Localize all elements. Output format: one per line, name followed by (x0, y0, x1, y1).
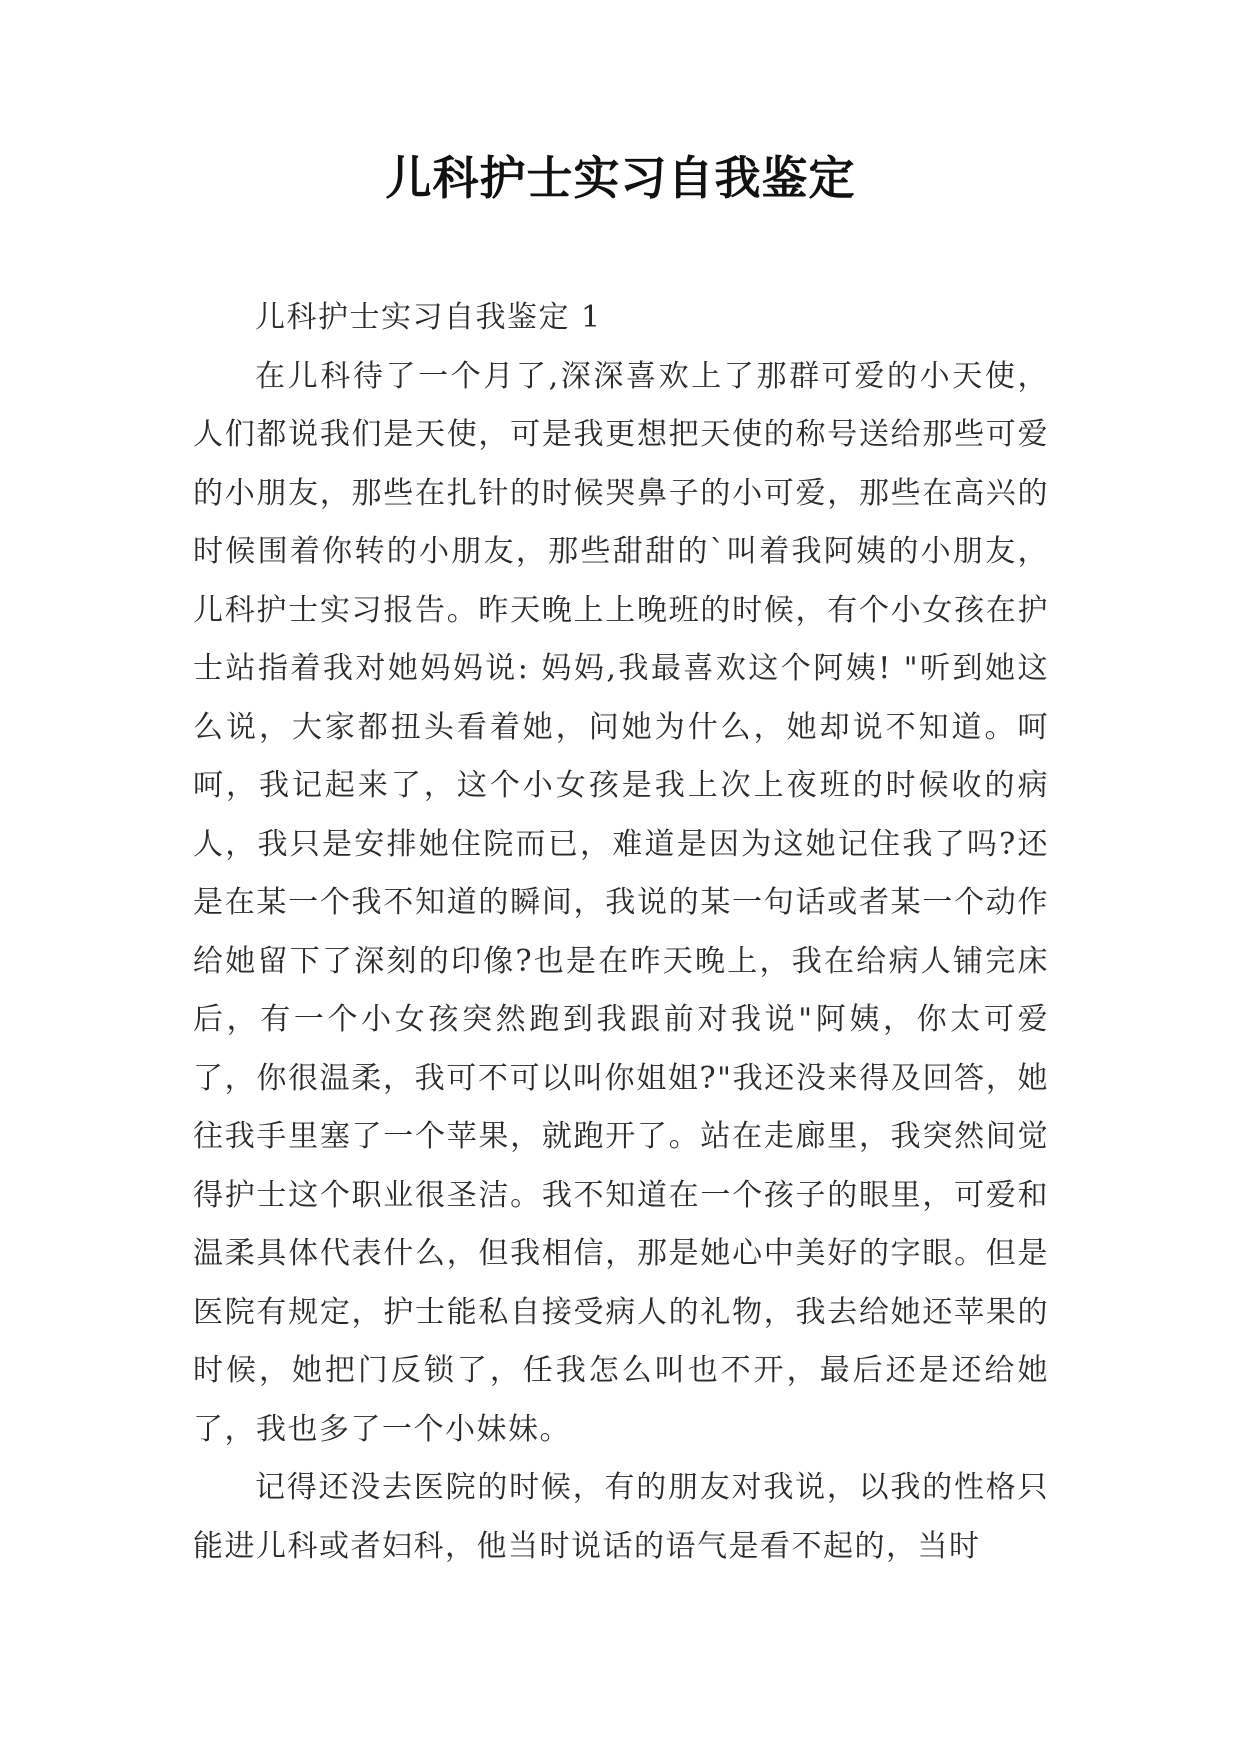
section-heading: 儿科护士实习自我鉴定 1 (255, 300, 602, 335)
document-body (193, 289, 1049, 1576)
paragraph: 记得还没去医院的时候，有的朋友对我说，以我的性格只能进儿科或者妇科，他当时说话的语气是看不起的，当时 (193, 1470, 1049, 1564)
paragraph: 在儿科待了一个月了,深深喜欢上了那群可爱的小天使，人们都说我们是天使，可是我更想把天使的称号送给那些可爱的小朋友，那些在扎针的时候哭鼻子的小可爱，那些在高兴的时候围着你转的小朋友，那些甜甜的`叫着我阿姨的小朋友，儿科护士实习报告。昨天晚上上晚班的时候，有个小女孩在护士站指着我对她妈妈说: 妈妈,我最喜欢这个阿姨! "听到她这么说，大家都扭头看着她，问她为什么，她却说不知道。呵呵，我记起来了，这个小女孩是我上次上夜班的时候收的病人，我只是安排她住院而已，难道是因为这她记住我了吗?还是在某一个我不知道的瞬间，我说的某一句话或者某一个动作给她留下了深刻的印像?也是在昨天晚上，我在给病人铺完床后，有一个小女孩突然跑到我跟前对我说"阿姨，你太可爱了，你很温柔，我可不可以叫你姐姐?"我还没来得及回答，她往我手里塞了一个苹果，就跑开了。站在走廊里，我突然间觉得护士这个职业很圣洁。我不知道在一个孩子的眼里，可爱和温柔具体代表什么，但我相信，那是她心中美好的字眼。但是医院有规定，护士能私自接受病人的礼物，我去给她还苹果的时候，她把门反锁了，任我怎么叫也不开，最后还是还给她了，我也多了一个小妹妹。 (193, 358, 1049, 1447)
document-title: 儿科护士实习自我鉴定 (385, 151, 856, 205)
